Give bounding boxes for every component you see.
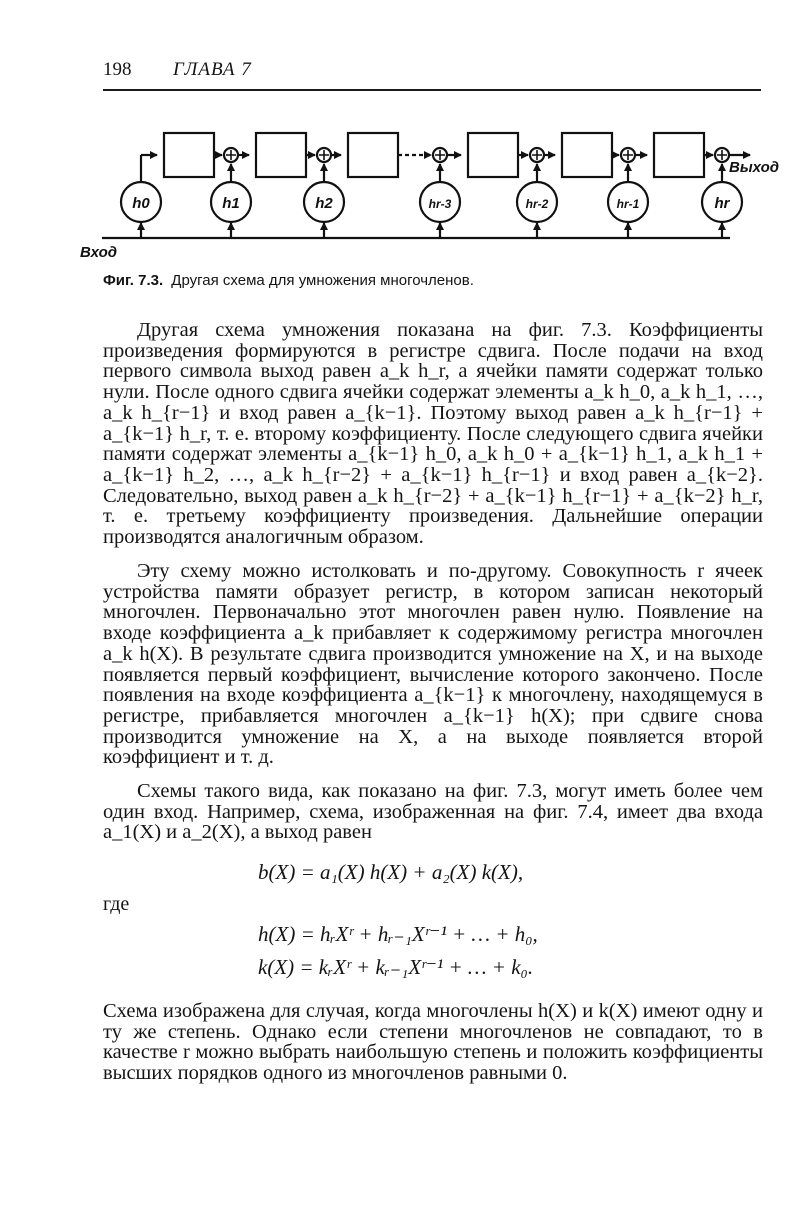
multiplier-label: hr-2: [525, 197, 549, 211]
input-label: Вход: [80, 244, 118, 261]
memory-cell: [348, 133, 398, 177]
where-word: где: [103, 893, 130, 915]
multiplier-label: h1: [222, 195, 240, 212]
paragraph-4: [103, 1001, 763, 1084]
multiplier-label: hr-1: [616, 197, 640, 211]
adder-plus-signs: [226, 150, 727, 160]
memory-cell: [654, 133, 704, 177]
paragraph-text: Схема изображена для случая, когда многочлены h(X) и k(X) имеют одну и ту же степень. Однако если степени многочленов не совпадают, то в качестве r можно выбрать наибольшую степень и положить коэффициенты высших порядков одного из многочленов равными 0.: [103, 1000, 763, 1085]
paragraph-1: [103, 320, 763, 548]
output-label: Выход: [729, 159, 780, 176]
caption-label: Фиг. 7.3.: [103, 272, 164, 289]
page-number: 198: [103, 59, 132, 80]
multiplication-circuit-diagram: [0, 0, 811, 270]
memory-cell: [562, 133, 612, 177]
formula-text: h(X) = hᵣXʳ + hᵣ₋₁Xʳ⁻¹ + … + h₀,: [258, 922, 538, 946]
memory-cell: [164, 133, 214, 177]
multiplier-label: h0: [132, 195, 150, 212]
memory-cell: [468, 133, 518, 177]
paragraph-text: Эту схему можно истолковать и по-другому. Совокупность r ячеек устройства памяти образует регистр, в котором записан некоторый многочлен. Первоначально этот многочлен равен нулю. Появление на входе коэффициента a_k прибавляет к содержимому регистра многочлен a_k h(X). В результате сдвига производится умножение на X, и на выходе появляется первый коэффициент, вычисление которого закончено. После появления на входе коэффициента a_{k−1} к многочлену, находящемуся в регистре, прибавляется многочлен a_{k−1} h(X); при сдвиге снова производится умножение на X, а на выходе появляется второй коэффициент и т. д.: [103, 560, 763, 769]
multiplier-label: h2: [315, 195, 333, 212]
caption-text: Другая схема для умножения многочленов.: [171, 272, 474, 289]
formula-text: b(X) = a₁(X) h(X) + a₂(X) k(X),: [258, 860, 524, 884]
multiplier-label: hr-3: [428, 197, 452, 211]
paragraph-2: [103, 561, 763, 768]
paragraph-text: Другая схема умножения показана на фиг. 7.3. Коэффициенты произведения формируются в регистре сдвига. После подачи на вход первого символа выход равен a_k h_r, а ячейки памяти содержат только нули. После одного сдвига ячейки содержат элементы a_k h_0, a_k h_1, …, a_k h_{r−1} и вход равен a_{k−1}. Поэтому выход равен a_k h_{r−1} + a_{k−1} h_r, т. е. второму коэффициенту. После следующего сдвига ячейки памяти содержат элементы a_{k−1} h_0, a_k h_0 + a_{k−1} h_1, a_k h_1 + a_{k−1} h_2, …, a_k h_{r−2} + a_{k−1} h_{r−1} и вход равен a_{k−2}. Следовательно, выход равен a_k h_{r−2} + a_{k−1} h_{r−1} + a_{k−2} h_r, т. е. третьему коэффициенту произведения. Дальнейшие операции производятся аналогичным образом.: [103, 319, 763, 549]
figure-caption: [103, 272, 763, 289]
memory-cell: [256, 133, 306, 177]
formula-text: k(X) = kᵣXʳ + kᵣ₋₁Xʳ⁻¹ + … + k₀.: [258, 955, 534, 979]
chapter-title: ГЛАВА 7: [173, 59, 252, 80]
paragraph-text: Схемы такого вида, как показано на фиг. 7.3, могут иметь более чем один вход. Например, схема, изображенная на фиг. 7.4, имеет два входа a_1(X) и a_2(X), а выход равен: [103, 780, 763, 844]
paragraph-3: [103, 781, 763, 843]
multiplier-label: hr: [714, 195, 730, 212]
